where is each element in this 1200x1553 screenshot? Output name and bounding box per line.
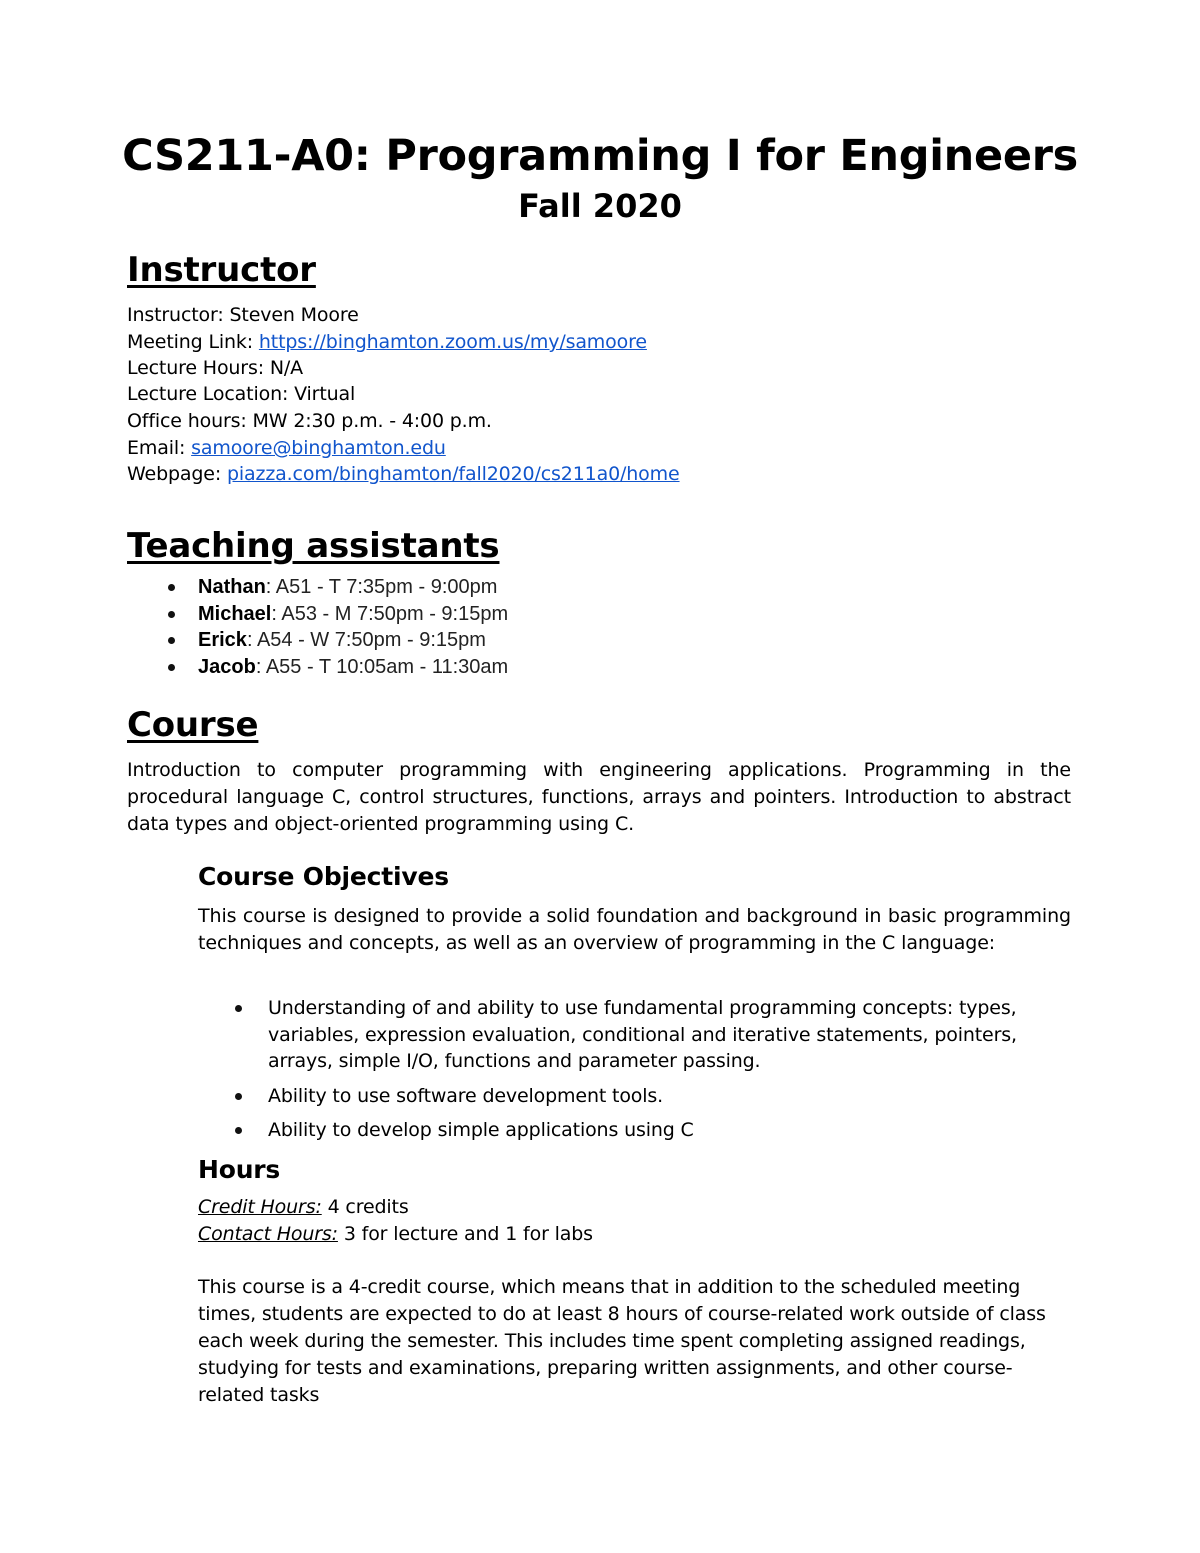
ta-name: Jacob [198, 655, 256, 678]
meeting-link[interactable]: https://binghamton.zoom.us/my/samoore [258, 331, 647, 353]
course-heading: Course [127, 705, 259, 745]
list-item [230, 1117, 1078, 1144]
objectives-list [230, 995, 1078, 1152]
instructor-label: Instructor: [127, 304, 224, 326]
office-hours-value: MW 2:30 p.m. - 4:00 p.m. [246, 410, 492, 432]
office-hours-label: Office hours: [127, 410, 247, 432]
objective-text: Ability to use software development tools. [268, 1084, 664, 1107]
course-objectives-intro: This course is designed to provide a solid foundation and background in basic programming techniques and concepts, as well as an overview of programming in the C language: [198, 905, 1071, 954]
credit-hours-value: 4 credits [321, 1196, 409, 1218]
ta-name: Michael [198, 602, 272, 625]
bullet-icon [168, 611, 175, 618]
lecture-location-line [127, 381, 355, 408]
lecture-hours-line [127, 355, 303, 382]
instructor-heading: Instructor [127, 250, 316, 290]
ta-detail: : A55 - T 10:05am - 11:30am [255, 655, 509, 678]
contact-hours-value: 3 for lecture and 1 for labs [337, 1223, 593, 1245]
objective-text: Ability to develop simple applications using C [268, 1119, 694, 1141]
document-term: Fall 2020 [518, 187, 682, 225]
lecture-hours-label: Lecture Hours: [127, 357, 264, 379]
meeting-link-line [127, 329, 647, 356]
hours-heading: Hours [198, 1155, 281, 1184]
ta-detail: : A51 - T 7:35pm - 9:00pm [265, 576, 498, 598]
credit-hours-line [198, 1194, 409, 1221]
list-item [164, 654, 508, 681]
list-item [230, 995, 1078, 1075]
webpage-label: Webpage: [127, 463, 222, 485]
course-objectives-heading: Course Objectives [198, 862, 449, 891]
instructor-value: Steven Moore [223, 304, 359, 326]
lecture-location-label: Lecture Location: [127, 383, 289, 405]
webpage-line [127, 461, 680, 488]
ta-list [164, 574, 508, 680]
contact-hours-line [198, 1221, 593, 1248]
email-line [127, 435, 446, 462]
ta-detail: : A53 - M 7:50pm - 9:15pm [271, 602, 509, 625]
list-item [230, 1083, 1078, 1110]
bullet-icon [235, 1127, 242, 1134]
course-description: Introduction to computer programming with engineering applications. Programming in the procedural language C, control structures, functions, arrays and pointers. Introduction to abstract data types and object-oriented programming using C. [127, 759, 1071, 835]
email-label: Email: [127, 437, 186, 459]
meeting-link-label: Meeting Link: [127, 331, 254, 353]
ta-name: Nathan [198, 576, 266, 598]
hours-explanation: This course is a 4-credit course, which means that in addition to the scheduled meeting times, students are expected to do at least 8 hours of course-related work outside of class each week during the semester. This includes time spent completing assigned readings, studying for tests and examinations, preparing written assignments, and other course-related tasks [198, 1276, 1046, 1406]
ta-name: Erick [198, 629, 247, 651]
list-item [164, 574, 508, 601]
email-link[interactable]: samoore@binghamton.edu [191, 437, 446, 459]
instructor-name-line [127, 302, 359, 329]
ta-heading: Teaching assistants [127, 526, 500, 566]
contact-hours-label: Contact Hours: [198, 1223, 338, 1245]
document-title: CS211-A0: Programming I for Engineers [122, 131, 1078, 181]
bullet-icon [168, 664, 175, 671]
list-item [164, 601, 508, 628]
bullet-icon [235, 1093, 242, 1100]
credit-hours-label: Credit Hours: [198, 1196, 322, 1218]
webpage-link[interactable]: piazza.com/binghamton/fall2020/cs211a0/home [226, 463, 680, 485]
lecture-hours-value: N/A [263, 357, 304, 379]
ta-detail: : A54 - W 7:50pm - 9:15pm [246, 629, 486, 651]
lecture-location-value: Virtual [288, 383, 356, 405]
bullet-icon [235, 1005, 242, 1012]
bullet-icon [168, 637, 175, 644]
list-item [164, 627, 508, 654]
objective-text: Understanding of and ability to use fundamental programming concepts: types, variables, expression evaluation, conditional and iterative statements, pointers, arrays, simple I/O, functions and parameter passing. [268, 997, 1017, 1072]
office-hours-line [127, 408, 492, 435]
bullet-icon [168, 584, 175, 591]
